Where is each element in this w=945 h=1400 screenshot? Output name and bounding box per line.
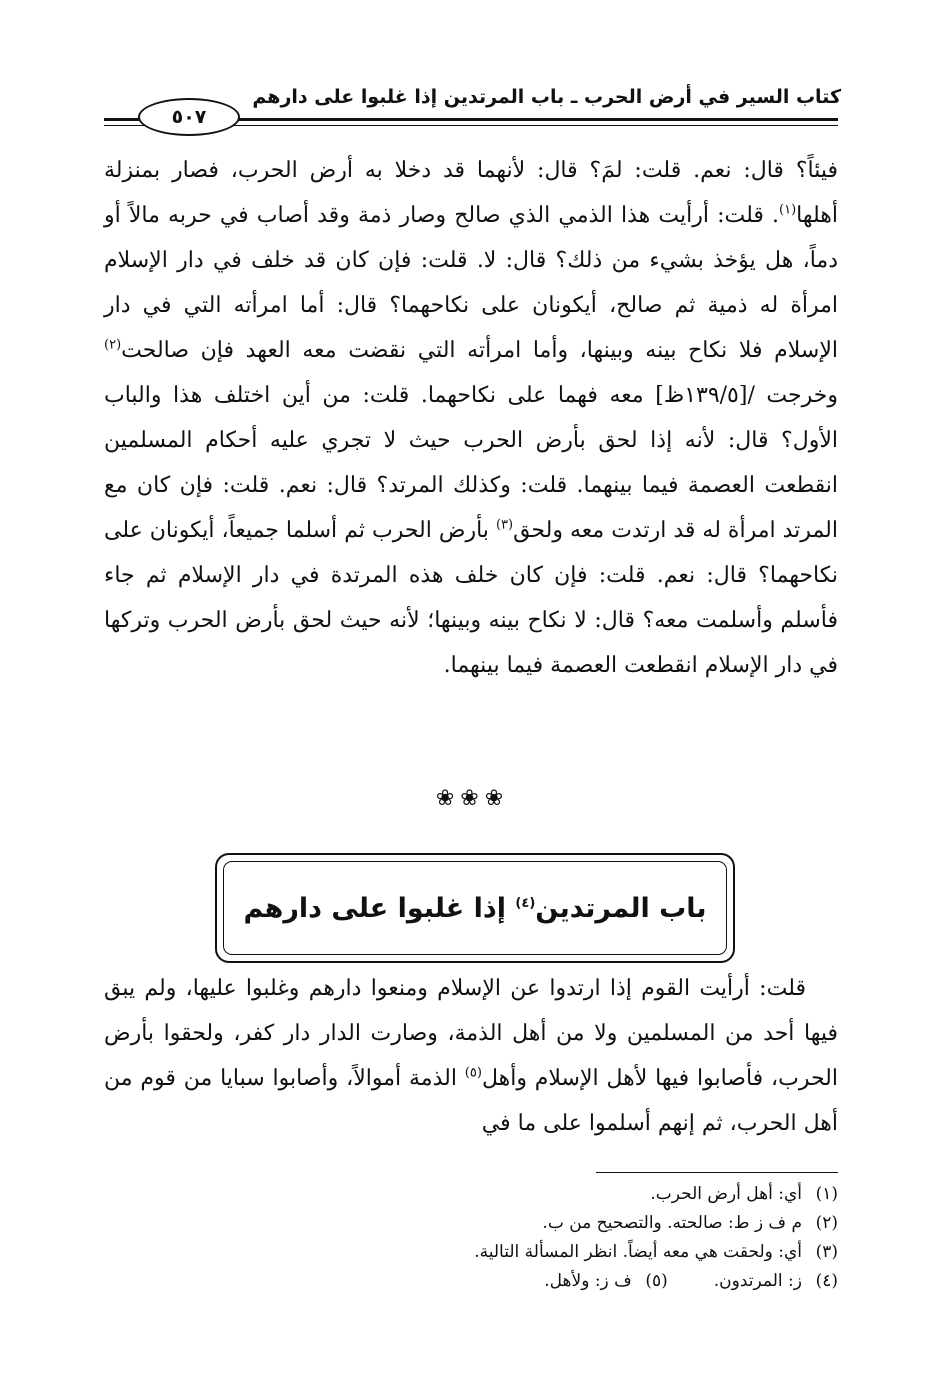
footnote-row (104, 1180, 838, 1209)
page-number-badge (138, 98, 240, 136)
section-part1: قلت: أرأيت القوم إذا ارتدوا عن الإسلام ومنعوا دارهم وغلبوا عليها، ولم يبق فيها أحد من المسلمين ولا من أهل الذمة، وصارت الدار دار كفر، ولحقوا بأرض الحرب، فأصابوا فيها لأهل الإسلام وأهل (104, 976, 838, 1091)
footnote-text: م ف ز ط: صالحته. والتصحيح من ب. (542, 1213, 802, 1233)
footnote-number: (٢) (815, 1213, 838, 1233)
footnote-number: (١) (815, 1184, 838, 1204)
footnote-1 (650, 1180, 838, 1209)
footnote-text: ز: المرتدون. (713, 1271, 802, 1291)
page-number: ٥٠٧ (171, 106, 207, 128)
chapter-heading-inner-frame (223, 861, 727, 955)
paragraph-part1: فيئاً؟ قال: نعم. قلت: لمَ؟ قال: لأنهما قد دخلا به أرض الحرب، فصار بمنزلة أهلها (104, 158, 838, 228)
footnote-3 (474, 1238, 838, 1267)
footnote-ref-4: (٤) (515, 895, 536, 911)
paragraph (104, 148, 838, 688)
footnote-text: أي: ولحقت هي معه أيضاً. انظر المسألة التالية. (474, 1242, 802, 1262)
footnotes (104, 1180, 838, 1296)
footnote-text: ف ز: ولأهل. (544, 1271, 632, 1291)
footnote-ref-3: (٣) (495, 517, 514, 533)
footnote-number: (٥) (645, 1271, 668, 1291)
footnote-ref-2: (٢) (104, 337, 122, 353)
footnote-ref-5: (٥) (464, 1065, 482, 1081)
paragraph-part4: بأرض الحرب ثم أسلما جميعاً، أيكونان على نكاحهما؟ قال: نعم. قلت: فإن كان خلف هذه المرتدة في دار الإسلام ثم جاء فأسلم وأسلمت معه؟ قال: لا نكاح بينه وبينها؛ لأنه حيث لحق بأرض الحرب وتركها في دار الإسلام انقطعت العصمة فيما بينهما. (104, 518, 838, 678)
footnote-5 (544, 1267, 668, 1296)
chapter-title-a: باب المرتدين (535, 892, 707, 924)
chapter-heading-frame (215, 853, 735, 963)
footnote-number: (٤) (815, 1271, 838, 1291)
section-part2: الذمة أموالاً، وأصابوا سبايا من قوم من أهل الحرب، ثم إنهم أسلموا على ما في (104, 1066, 838, 1136)
paragraph-part3: وخرجت /[١٣٩/٥ظ] معه فهما على نكاحهما. قلت: من أين اختلف هذا والباب الأول؟ قال: لأنه إذا لحق بأرض الحرب حيث لا تجري عليه أحكام المسلمين انقطعت العصمة فيما بينهما. قلت: وكذلك المرتد؟ قال: نعم. قلت: فإن كان مع المرتد امرأة له قد ارتدت معه ولحق (104, 383, 838, 543)
section-text (104, 966, 838, 1146)
section-paragraph (104, 966, 838, 1146)
body-text (104, 148, 838, 688)
section-ornament: ❀❀❀ (435, 786, 510, 811)
footnote-gap (668, 1267, 714, 1296)
footnote-ref-1: (١) (779, 202, 797, 218)
footnote-row (104, 1209, 838, 1238)
footnote-text: أي: أهل أرض الحرب. (650, 1184, 802, 1204)
chapter-title (243, 893, 706, 924)
footnote-2 (542, 1209, 838, 1238)
footnote-row (104, 1267, 838, 1296)
paragraph-part2: . قلت: أرأيت هذا الذمي الذي صالح وصار ذمة وقد أصاب في حربه مالاً أو دماً، هل يؤخذ بشيء من ذلك؟ قال: لا. قلت: فإن كان قد خلف في دار الإسلام امرأة له ذمية ثم صالح، أيكونان على نكاحهما؟ قال: أما امرأته التي في دار الإسلام فلا نكاح بينه وبينها، وأما امرأته التي نقضت معه العهد فإن صالحت (104, 203, 838, 363)
footnote-row (104, 1238, 838, 1267)
footnote-4 (714, 1267, 838, 1296)
footnote-number: (٣) (815, 1242, 838, 1262)
footnote-separator (596, 1172, 838, 1173)
chapter-title-b: إذا غلبوا على دارهم (243, 892, 516, 924)
running-head: كتاب السير في أرض الحرب ـ باب المرتدين إذا غلبوا على دارهم (252, 86, 841, 108)
